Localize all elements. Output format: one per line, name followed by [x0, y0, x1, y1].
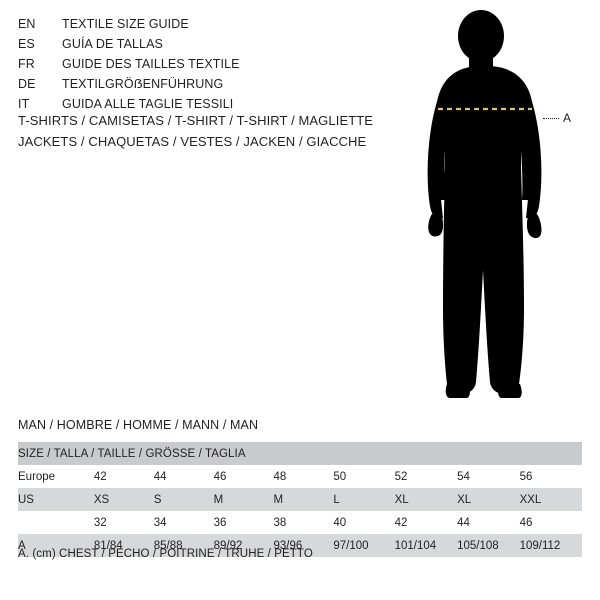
- language-title: TEXTILGRÖẞENFÜHRUNG: [62, 77, 224, 91]
- cell: 48: [273, 465, 333, 488]
- cell: M: [214, 488, 274, 511]
- cell: XL: [395, 488, 458, 511]
- garment-categories: [18, 110, 398, 152]
- language-code: DE: [18, 77, 36, 91]
- cell: 109/112: [520, 534, 582, 557]
- table-header-label: SIZE / TALLA / TAILLE / GRÖSSE / TAGLIA: [18, 442, 582, 465]
- cell: 50: [333, 465, 394, 488]
- cell: 36: [214, 511, 274, 534]
- cell: XL: [457, 488, 520, 511]
- cell: S: [154, 488, 214, 511]
- language-title: GUÍA DE TALLAS: [62, 37, 163, 51]
- language-title: TEXTILE SIZE GUIDE: [62, 17, 189, 31]
- row-label: Europe: [18, 465, 94, 488]
- language-code: EN: [18, 17, 36, 31]
- cell: 46: [214, 465, 274, 488]
- language-list: [18, 14, 388, 114]
- cell: 52: [395, 465, 458, 488]
- language-row: [18, 34, 388, 54]
- body-shape: [433, 66, 536, 394]
- row-label: US: [18, 488, 94, 511]
- table-row: [18, 488, 582, 511]
- language-code: IT: [18, 97, 30, 111]
- cell: 42: [94, 465, 154, 488]
- right-foot-shape: [498, 384, 522, 398]
- language-title: GUIDA ALLE TAGLIE TESSILI: [62, 97, 234, 111]
- silhouette-svg: [395, 8, 600, 408]
- right-hand-shape: [527, 214, 542, 238]
- table-row: [18, 511, 582, 534]
- cell: 44: [457, 511, 520, 534]
- cell: 32: [94, 511, 154, 534]
- size-table: [18, 442, 582, 557]
- table-title: MAN / HOMBRE / HOMME / MANN / MAN: [18, 418, 259, 432]
- measure-leader-line: [543, 118, 559, 119]
- cell: M: [273, 488, 333, 511]
- cell: 40: [333, 511, 394, 534]
- table-header-row: [18, 442, 582, 465]
- cell: 54: [457, 465, 520, 488]
- cell: 46: [520, 511, 582, 534]
- measure-label-a: A: [563, 111, 572, 125]
- language-row: [18, 14, 388, 34]
- cell: 81/84: [94, 534, 154, 557]
- cell: 85/88: [154, 534, 214, 557]
- cell: 44: [154, 465, 214, 488]
- cell: L: [333, 488, 394, 511]
- cell: 101/104: [395, 534, 458, 557]
- cell: 42: [395, 511, 458, 534]
- cell: 56: [520, 465, 582, 488]
- cell: 93/96: [273, 534, 333, 557]
- language-row: [18, 54, 388, 74]
- category-jackets: JACKETS / CHAQUETAS / VESTES / JACKEN / GIACCHE: [18, 134, 367, 149]
- cell: 34: [154, 511, 214, 534]
- language-code: FR: [18, 57, 35, 71]
- measurement-footnote: A. (cm) CHEST / PECHO / POITRINE / TRUHE / PETTO: [18, 548, 313, 560]
- row-label: A: [18, 534, 94, 557]
- language-row: [18, 74, 388, 94]
- language-title: GUIDE DES TAILLES TEXTILE: [62, 57, 240, 71]
- male-silhouette-figure: [395, 8, 600, 408]
- cell: 105/108: [457, 534, 520, 557]
- left-hand-shape: [428, 214, 443, 236]
- head-shape: [458, 10, 504, 62]
- language-code: ES: [18, 37, 35, 51]
- cell: 38: [273, 511, 333, 534]
- cell: XS: [94, 488, 154, 511]
- cell: 89/92: [214, 534, 274, 557]
- category-tshirts: T-SHIRTS / CAMISETAS / T-SHIRT / T-SHIRT / MAGLIETTE: [18, 113, 374, 128]
- cell: XXL: [520, 488, 582, 511]
- row-label: [18, 511, 94, 534]
- table-row: [18, 465, 582, 488]
- cell: 97/100: [333, 534, 394, 557]
- left-foot-shape: [446, 384, 470, 398]
